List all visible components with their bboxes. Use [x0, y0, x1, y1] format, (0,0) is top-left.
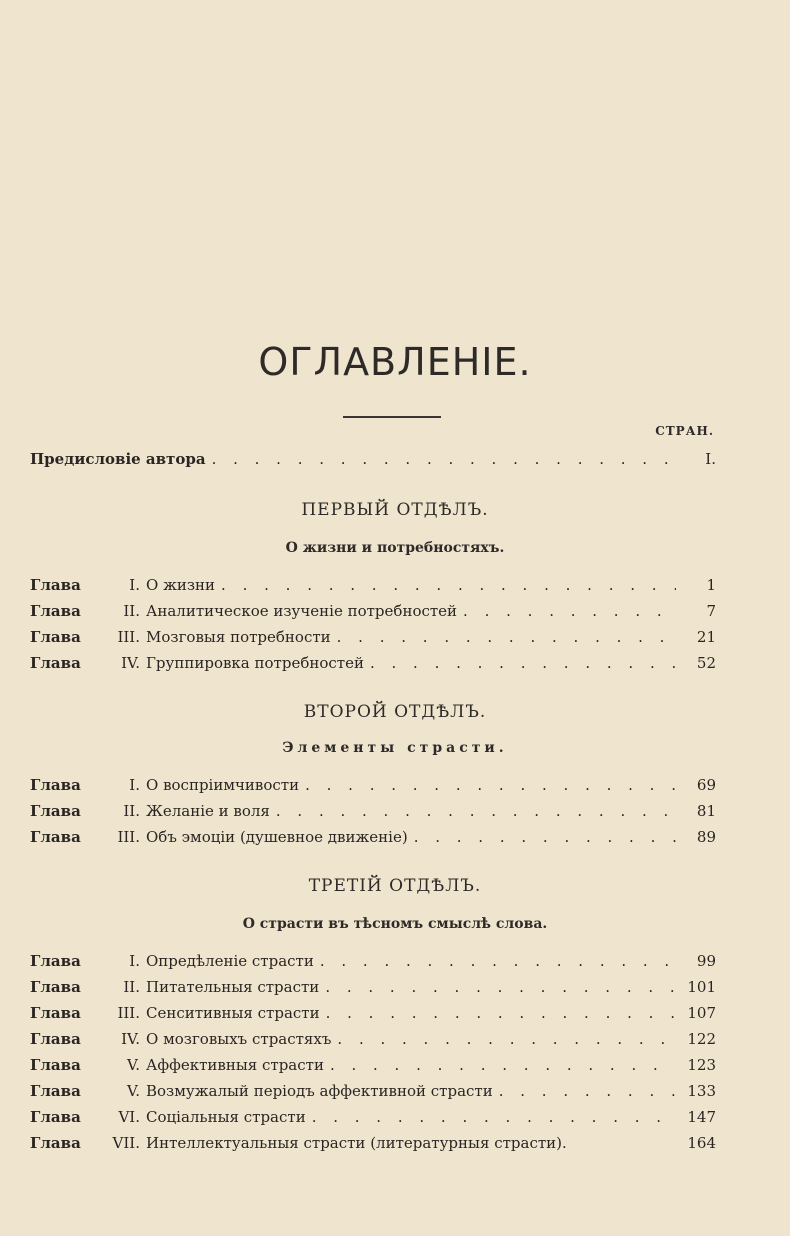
part-2-chapter-list	[30, 776, 716, 854]
dot-leader	[337, 628, 676, 646]
chapter-word: Глава	[30, 776, 81, 794]
chapter-numeral: I.	[129, 576, 140, 594]
chapter-page: 147	[687, 1108, 716, 1126]
part-3-heading: ТРЕТІЙ ОТДѢЛЪ.	[308, 876, 482, 896]
preface-entry	[30, 450, 716, 474]
dot-leader	[326, 1004, 676, 1022]
dot-leader	[370, 654, 676, 672]
chapter-numeral: V.	[127, 1056, 140, 1074]
chapter-title: Питательныя страсти	[146, 978, 320, 996]
chapter-numeral: II.	[123, 602, 140, 620]
chapter-word: Глава	[30, 654, 81, 672]
chapter-title: Мозговыя потребности	[146, 628, 331, 646]
chapter-row	[30, 1004, 716, 1030]
page-column-header: СТРАН.	[655, 424, 714, 438]
part-2-subtitle: Элементы страсти.	[282, 740, 508, 756]
chapter-row	[30, 1108, 716, 1134]
chapter-word: Глава	[30, 828, 81, 846]
chapter-title: Аналитическое изученіе потребностей	[146, 602, 458, 620]
chapter-page: 89	[696, 828, 716, 846]
chapter-title: Желаніе и воля	[146, 802, 270, 820]
chapter-title: О жизни	[146, 576, 216, 594]
chapter-title: О воспріимчивости	[146, 776, 300, 794]
chapter-page: 101	[687, 978, 716, 996]
part-1-chapter-list	[30, 576, 716, 680]
chapter-page: 7	[706, 602, 716, 620]
chapter-page: 52	[696, 654, 716, 672]
page-title: ОГЛАВЛЕНІЕ.	[258, 340, 532, 384]
chapter-word: Глава	[30, 1082, 81, 1100]
chapter-numeral: III.	[117, 628, 140, 646]
chapter-word: Глава	[30, 1030, 81, 1048]
part-3-chapter-list	[30, 952, 716, 1160]
chapter-word: Глава	[30, 1056, 81, 1074]
dot-leader	[330, 1056, 676, 1074]
chapter-title: Сенситивныя страсти	[146, 1004, 320, 1022]
chapter-title: Аффективныя страсти	[146, 1056, 324, 1074]
chapter-page: 81	[696, 802, 716, 820]
chapter-page: 107	[687, 1004, 716, 1022]
chapter-title: Опредѣленіе страсти	[146, 952, 314, 970]
dot-leader	[276, 802, 676, 820]
chapter-word: Глава	[30, 978, 81, 996]
chapter-row	[30, 1056, 716, 1082]
part-1-subtitle: О жизни и потребностяхъ.	[285, 540, 505, 556]
chapter-row	[30, 602, 716, 628]
chapter-title: Возмужалый періодъ аффективной страсти	[146, 1082, 493, 1100]
chapter-title: Соціальныя страсти	[146, 1108, 306, 1126]
chapter-numeral: II.	[123, 802, 140, 820]
chapter-title: Интеллектуальныя страсти (литературныя страсти).	[146, 1134, 567, 1152]
chapter-numeral: I.	[129, 952, 140, 970]
chapter-page: 1	[706, 576, 716, 594]
dot-leader	[320, 952, 676, 970]
preface-page: I.	[705, 450, 716, 468]
preface-label: Предисловіе автора	[30, 450, 206, 468]
dot-leader	[305, 776, 676, 794]
dot-leader	[414, 828, 676, 846]
chapter-row	[30, 978, 716, 1004]
part-2-heading: ВТОРОЙ ОТДѢЛЪ.	[303, 702, 487, 722]
dot-leader	[463, 602, 676, 620]
part-1-heading: ПЕРВЫЙ ОТДѢЛЪ.	[301, 500, 489, 520]
chapter-page: 21	[696, 628, 716, 646]
dot-leader	[221, 576, 676, 594]
chapter-word: Глава	[30, 628, 81, 646]
chapter-page: 99	[696, 952, 716, 970]
chapter-numeral: III.	[117, 1004, 140, 1022]
chapter-numeral: IV.	[121, 654, 140, 672]
chapter-numeral: IV.	[121, 1030, 140, 1048]
chapter-word: Глава	[30, 1108, 81, 1126]
dot-leader	[499, 1082, 676, 1100]
chapter-page: 164	[687, 1134, 716, 1152]
chapter-word: Глава	[30, 1004, 81, 1022]
chapter-numeral: III.	[117, 828, 140, 846]
dot-leader	[212, 450, 678, 468]
chapter-row	[30, 576, 716, 602]
chapter-word: Глава	[30, 802, 81, 820]
chapter-title: Группировка потребностей	[146, 654, 364, 672]
chapter-row	[30, 802, 716, 828]
chapter-title: Объ эмоціи (душевное движеніе)	[146, 828, 408, 846]
chapter-page: 69	[696, 776, 716, 794]
part-3-subtitle: О страсти въ тѣсномъ смыслѣ слова.	[242, 916, 548, 932]
chapter-page: 133	[687, 1082, 716, 1100]
chapter-numeral: II.	[123, 978, 140, 996]
dot-leader	[325, 978, 676, 996]
chapter-page: 122	[687, 1030, 716, 1048]
chapter-word: Глава	[30, 576, 81, 594]
chapter-row	[30, 952, 716, 978]
dot-leader	[337, 1030, 676, 1048]
chapter-title: О мозговыхъ страстяхъ	[146, 1030, 332, 1048]
chapter-row	[30, 828, 716, 854]
chapter-row	[30, 776, 716, 802]
chapter-word: Глава	[30, 952, 81, 970]
chapter-row	[30, 1030, 716, 1056]
chapter-numeral: VI.	[118, 1108, 140, 1126]
chapter-row	[30, 1134, 716, 1160]
chapter-word: Глава	[30, 1134, 81, 1152]
chapter-page: 123	[687, 1056, 716, 1074]
chapter-numeral: I.	[129, 776, 140, 794]
dot-leader	[312, 1108, 676, 1126]
chapter-row	[30, 654, 716, 680]
chapter-numeral: V.	[127, 1082, 140, 1100]
title-rule	[343, 416, 441, 418]
chapter-row	[30, 1082, 716, 1108]
chapter-word: Глава	[30, 602, 81, 620]
chapter-row	[30, 628, 716, 654]
chapter-numeral: VII.	[112, 1134, 140, 1152]
